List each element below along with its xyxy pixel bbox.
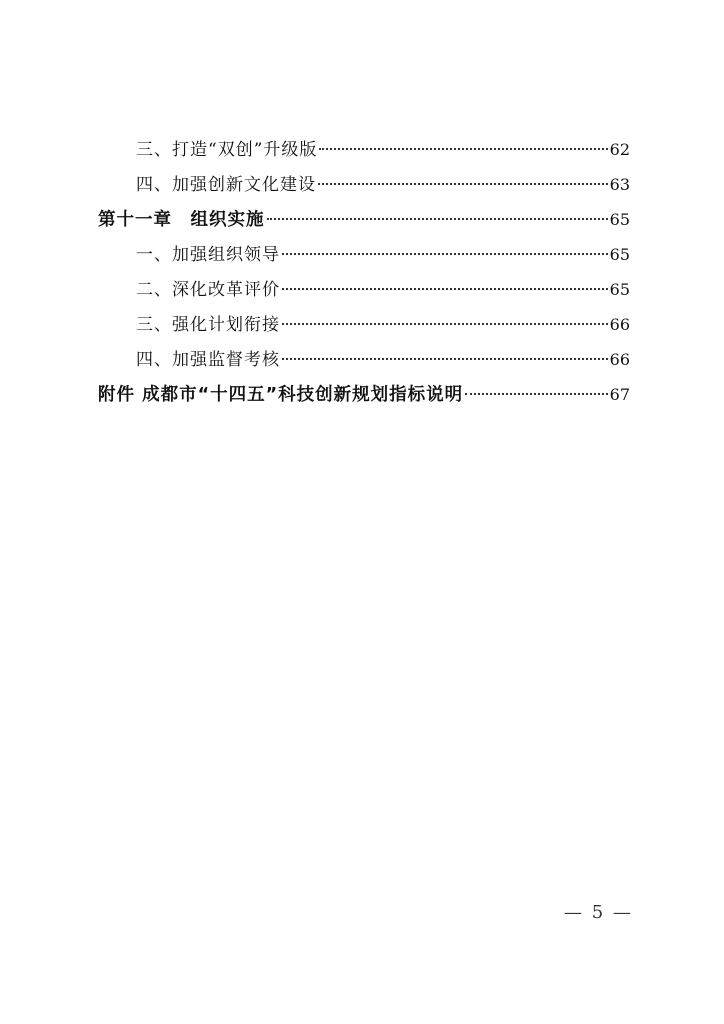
toc-entry [98, 345, 630, 380]
toc-entry-title: 四、加强创新文化建设 [136, 175, 316, 195]
toc-entry-title: 二、深化改革评价 [136, 280, 280, 300]
toc-entry-page: 62 [609, 140, 630, 159]
table-of-contents [98, 135, 630, 415]
toc-entry [98, 240, 630, 275]
toc-entry [98, 275, 630, 310]
toc-leader-dots [282, 323, 608, 325]
toc-entry-page: 65 [609, 245, 630, 264]
toc-leader-dots [282, 358, 608, 360]
toc-leader-dots [282, 288, 608, 290]
toc-chapter-entry [98, 205, 630, 240]
toc-entry-title: 四、加强监督考核 [136, 350, 280, 370]
toc-entry-page: 65 [609, 210, 630, 229]
toc-entry-title: 三、强化计划衔接 [136, 315, 280, 335]
toc-entry [98, 170, 630, 205]
page-number: — 5 — [564, 902, 633, 923]
toc-entry-page: 65 [609, 280, 630, 299]
toc-entry-page: 63 [609, 175, 630, 194]
toc-leader-dots [318, 183, 608, 185]
toc-entry-page: 66 [609, 315, 630, 334]
toc-entry-title: 第十一章 组织实施 [98, 210, 265, 230]
toc-entry-title: 一、加强组织领导 [136, 245, 280, 265]
toc-entry-title: 三、打造“双创”升级版 [136, 140, 318, 160]
toc-appendix-entry [98, 380, 630, 415]
toc-leader-dots [282, 253, 608, 255]
toc-entry [98, 135, 630, 170]
toc-leader-dots [267, 218, 608, 220]
toc-entry-title: 附件 成都市“十四五”科技创新规划指标说明 [98, 385, 464, 405]
toc-entry-page: 66 [609, 350, 630, 369]
toc-leader-dots [319, 148, 607, 150]
toc-entry-page: 67 [609, 385, 630, 404]
toc-entry [98, 310, 630, 345]
toc-leader-dots [465, 393, 608, 395]
